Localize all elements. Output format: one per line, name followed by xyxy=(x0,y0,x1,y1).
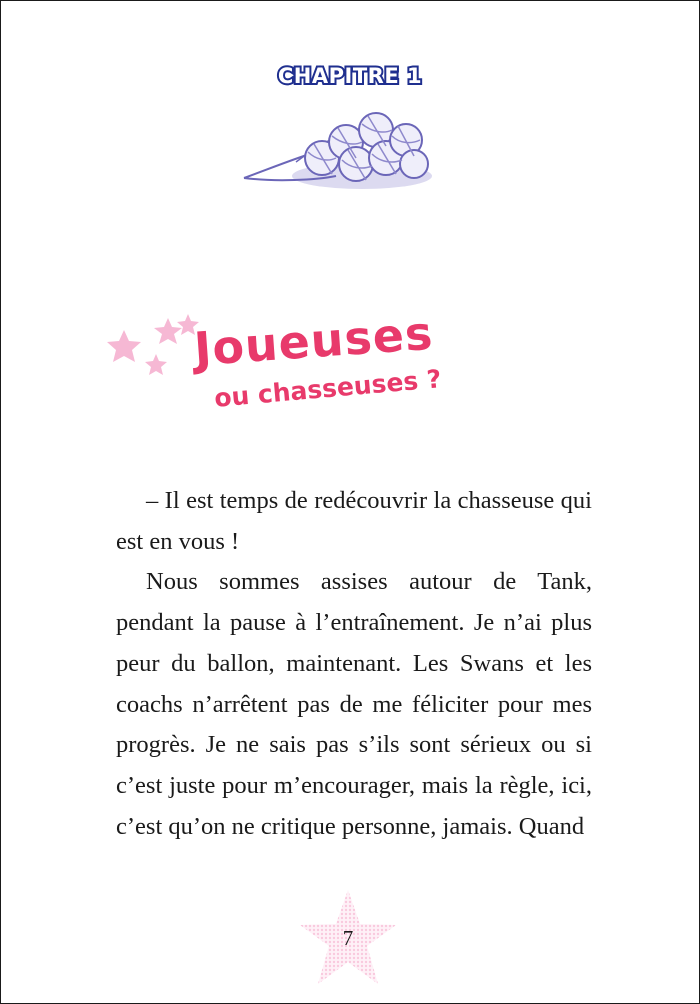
page-number: 7 xyxy=(342,926,354,950)
body-text xyxy=(116,481,592,847)
title-line-1: Joueuses xyxy=(192,305,435,377)
paragraph-2: Nous sommes assises autour de Tank, pendant la pause à l’entraînement. Je n’ai plus peur du ballon, maintenant. Les Swans et les coachs n’arrêtent pas de me féliciter pour mes progrès. Je ne sais pas s’ils sont sérieux ou si c’est juste pour m’encourager, mais la règle, ici, c’est qu’on ne critique personne, jamais. Quand xyxy=(116,568,592,840)
chapter-title xyxy=(100,305,520,432)
ball-net-icon xyxy=(236,100,436,196)
title-line-2: ou chasseuses ? xyxy=(213,364,443,413)
paragraph-1: – Il est temps de redécouvrir la chasseuse qui est en vous ! xyxy=(116,487,592,555)
chapter-label: CHAPITRE 1 xyxy=(277,64,423,88)
